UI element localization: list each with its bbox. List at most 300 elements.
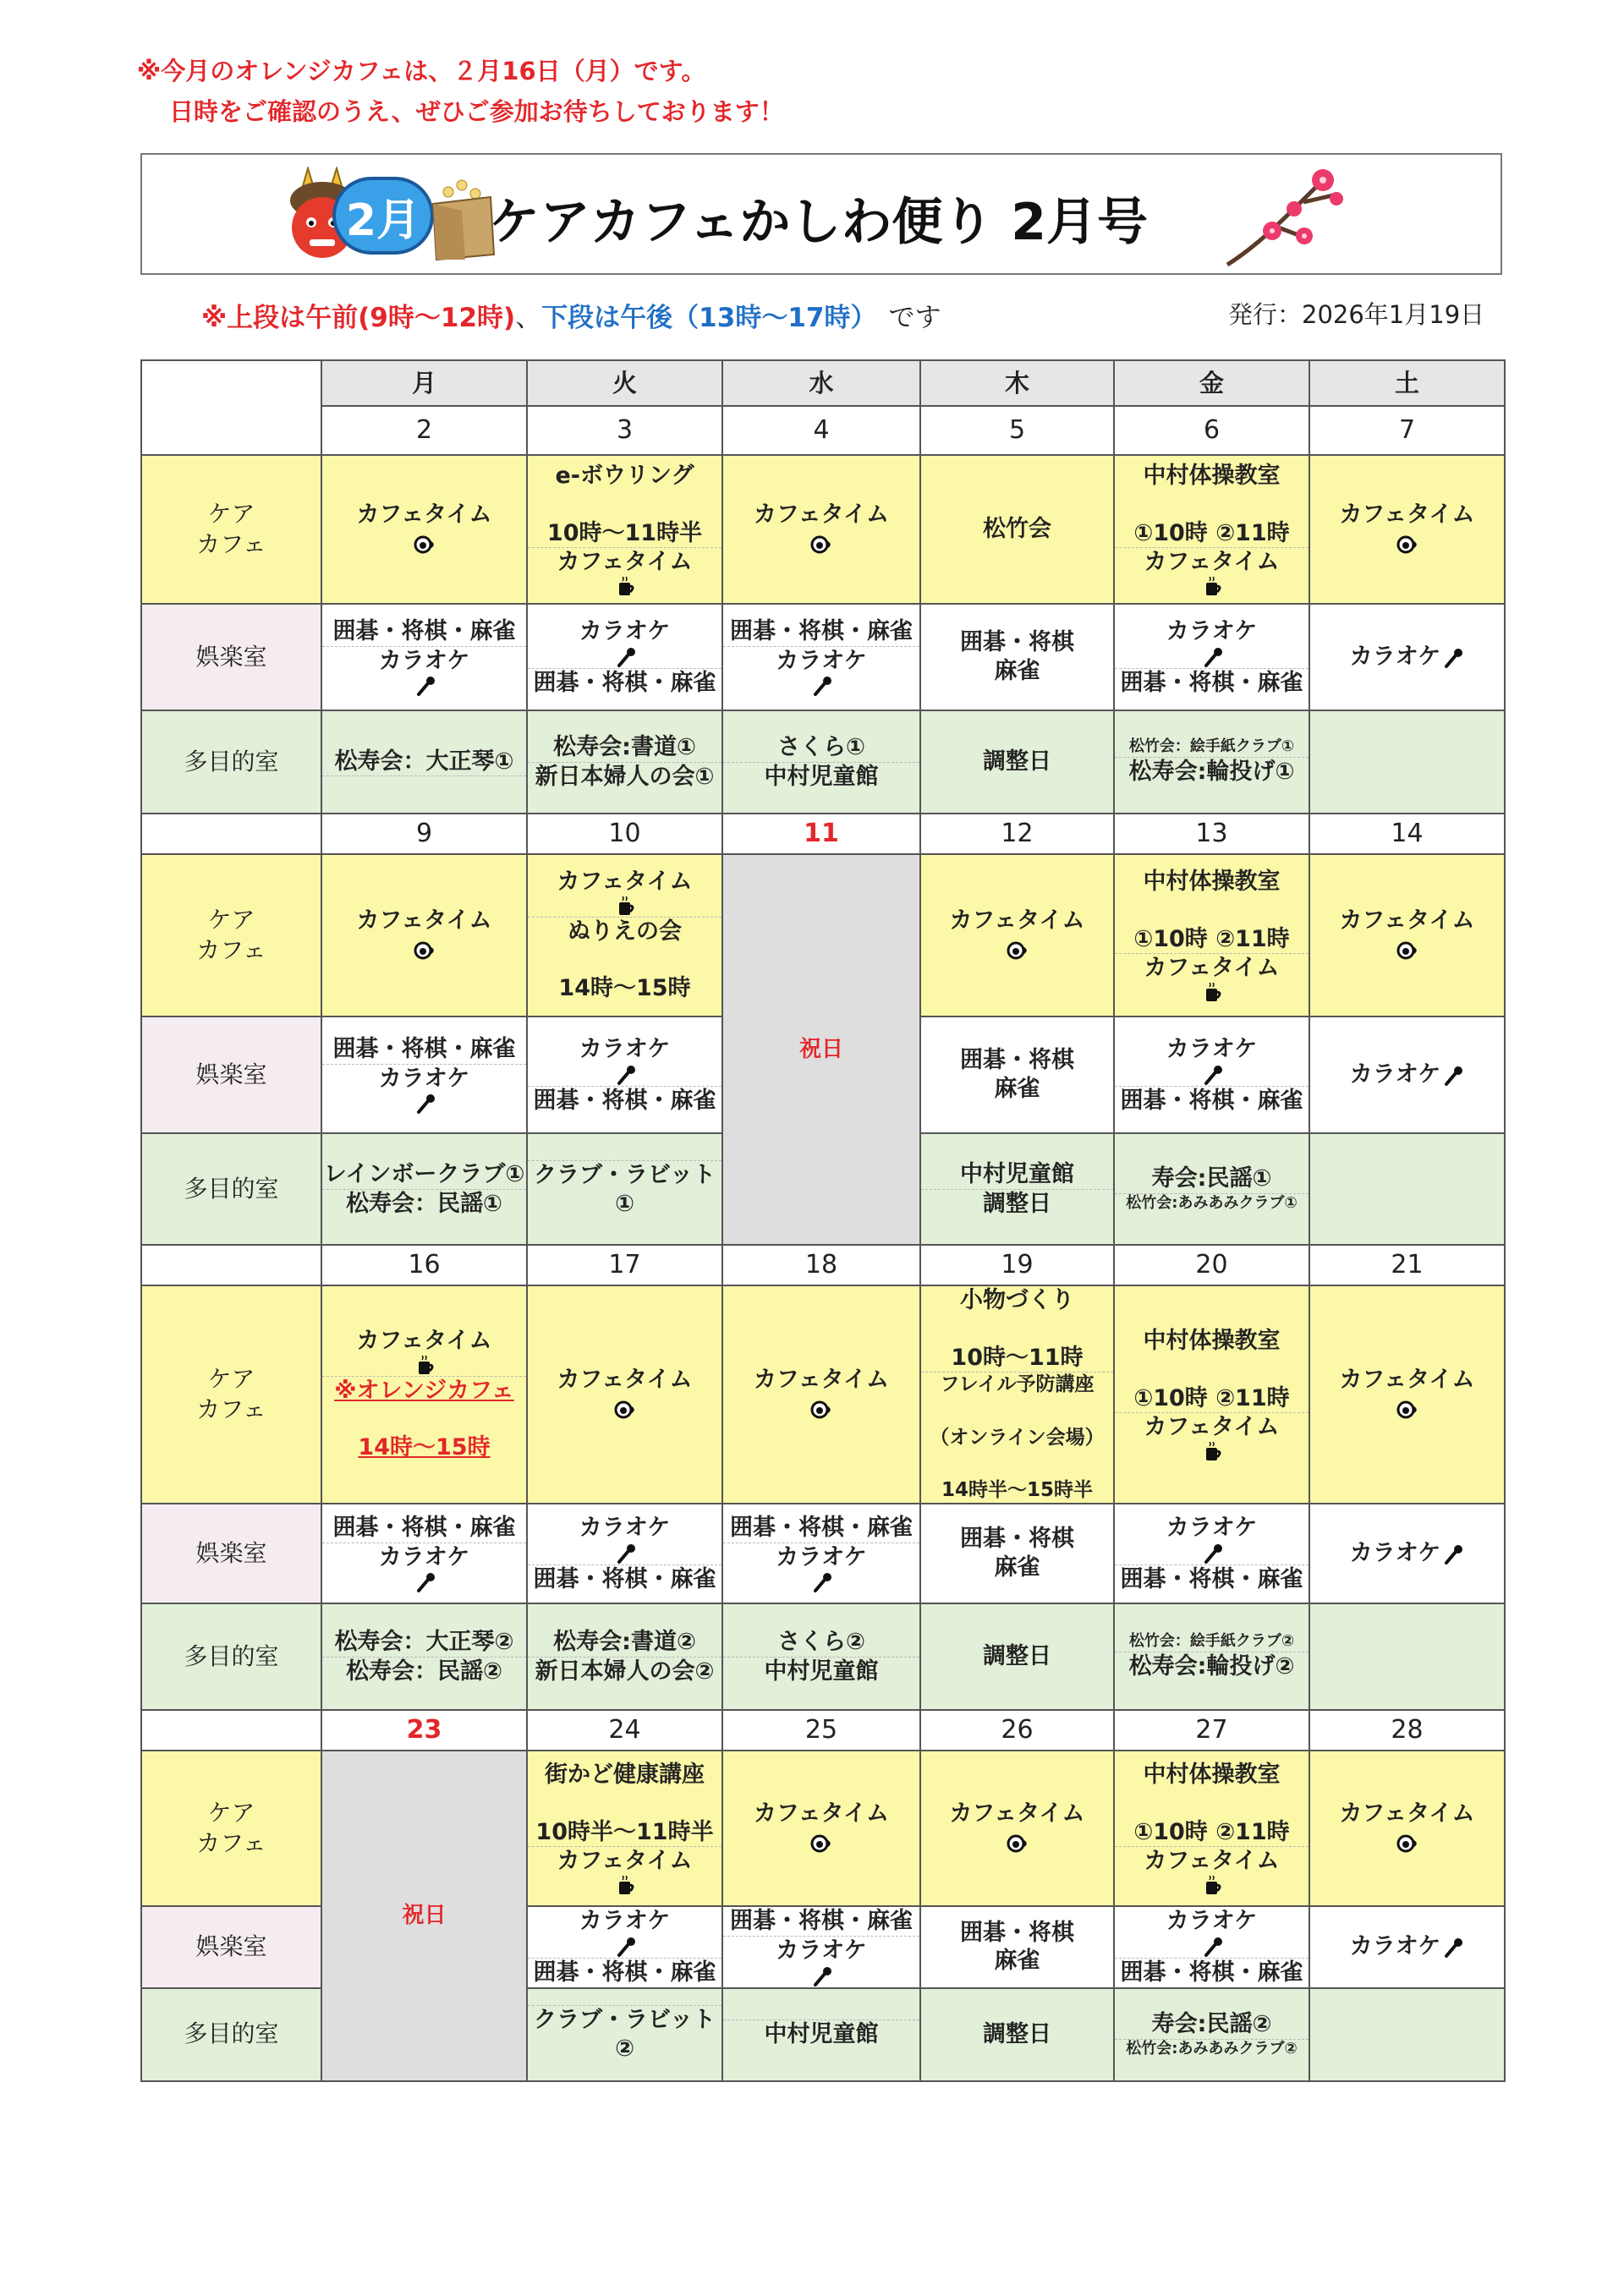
row-label-line: 多目的室 (184, 1174, 279, 1203)
row-label-line: ケア (207, 1798, 255, 1827)
coffee-mug-icon (617, 896, 637, 917)
goraku-cell (1309, 1906, 1505, 1988)
cell-split (322, 617, 526, 698)
date-number: 19 (1001, 1250, 1034, 1280)
care-cafe-row (141, 854, 1505, 1016)
coffee-cup-icon (414, 535, 436, 554)
date-number: 21 (1391, 1250, 1424, 1280)
microphone-icon (1444, 1065, 1464, 1087)
row-label-goraku (141, 604, 321, 710)
coffee-mug-icon (1204, 577, 1224, 597)
event-title: 松寿会：大正琴② (334, 1628, 514, 1655)
care-cafe-cell (527, 854, 722, 1016)
cell-split (723, 733, 919, 792)
cell-split (528, 1628, 721, 1686)
microphone-icon (617, 1064, 637, 1086)
microphone-icon (617, 1543, 637, 1564)
cell-am (528, 1907, 721, 1958)
cell-pm (723, 1657, 919, 1686)
multipurpose-cell (722, 1988, 920, 2081)
cell-pm (528, 668, 721, 698)
cell-am (322, 748, 526, 776)
goraku-cell (1114, 1016, 1309, 1133)
cell-pm (723, 2019, 919, 2049)
cell-split (322, 1628, 526, 1686)
weekday-label: 火 (612, 368, 637, 397)
date-number: 25 (804, 1715, 838, 1745)
row-label-line: カフェ (196, 936, 266, 964)
cell-pm (1115, 1193, 1309, 1214)
date-row-blank (141, 1245, 321, 1285)
coffee-cup-icon (1396, 1834, 1418, 1853)
cell-split (921, 1286, 1113, 1503)
date-number: 12 (1001, 819, 1034, 849)
cell-am (528, 1514, 721, 1564)
event-title: カフェタイム (1144, 955, 1280, 982)
care-cafe-cell (722, 455, 920, 604)
cell-split (1115, 1761, 1309, 1896)
cell-split (723, 1514, 919, 1594)
microphone-icon (813, 1571, 833, 1593)
cell-split (1115, 1907, 1309, 1987)
event-title: 松寿会：民謡① (346, 1190, 502, 1217)
event-title: 囲碁・将棋・麻雀 (730, 617, 913, 644)
microphone-icon (1444, 1543, 1464, 1565)
multipurpose-cell (1114, 1603, 1309, 1710)
cell-pm (1115, 547, 1309, 597)
row-label-multipurpose (141, 710, 321, 814)
row-label-line: カフェ (196, 1395, 266, 1423)
event-title: カフェタイム (557, 549, 693, 576)
event-title: カラオケ (1349, 1061, 1441, 1088)
row-label-line: 娯楽室 (195, 642, 267, 671)
care-cafe-cell (920, 854, 1114, 1016)
cell-am (921, 1286, 1113, 1372)
row-label-line: 娯楽室 (195, 1060, 267, 1088)
cell-pm (528, 762, 721, 792)
event-title: さくら① (777, 733, 865, 760)
row-label-line: カフェ (196, 1829, 266, 1857)
event-title: カラオケ (579, 617, 671, 644)
care-cafe-cell (321, 455, 527, 604)
notice-line-2: 日時をご確認のうえ、ぜひご参加お待ちしております！ (169, 97, 784, 126)
event-title: 松寿会:輪投げ② (1128, 1652, 1295, 1680)
cell-pm (1115, 1086, 1309, 1115)
cell-pm (322, 1189, 526, 1219)
microphone-icon (1204, 1543, 1224, 1564)
cell-pm (528, 547, 721, 597)
date-number: 23 (406, 1715, 442, 1745)
multipurpose-row (141, 1603, 1505, 1710)
cell-split (528, 733, 721, 792)
event-title: 囲碁・将棋・麻雀 (1120, 669, 1303, 696)
weekday-header (920, 360, 1114, 406)
row-label-line: ケア (207, 1364, 255, 1393)
title-banner (140, 153, 1502, 275)
event-title: カフェタイム (557, 1848, 693, 1875)
cell-pm (322, 1543, 526, 1594)
event-title: 中村児童館 (960, 1160, 1074, 1187)
cell-split (723, 1907, 919, 1987)
event-title: クラブ・ラビット② (534, 2007, 716, 2062)
event-title: 松竹会：絵手紙クラブ① (1128, 737, 1295, 756)
event-title: 中村児童館 (764, 1658, 879, 1685)
cell-pm (921, 1189, 1113, 1219)
bean-box-icon (428, 172, 496, 263)
event-title: フレイル予防講座 (940, 1373, 1095, 1396)
goraku-cell (1309, 1504, 1505, 1603)
event-title: カフェタイム (1339, 1367, 1475, 1394)
care-cafe-cell (920, 1285, 1114, 1504)
microphone-icon (1204, 646, 1224, 668)
date-number: 27 (1195, 1715, 1228, 1745)
multipurpose-cell (1309, 1603, 1505, 1710)
cell-pm (528, 917, 721, 1003)
event-title: 小物づくり (960, 1287, 1074, 1313)
month-badge-label: 2月 (345, 195, 421, 246)
weekday-label: 水 (809, 368, 834, 397)
date-number: 9 (415, 819, 433, 849)
care-cafe-cell (527, 1285, 722, 1504)
event-title: さくら② (777, 1628, 865, 1655)
cell-pm (723, 1543, 919, 1594)
cell-am (1115, 1164, 1309, 1193)
date-cell (527, 1710, 722, 1751)
cell-am (723, 1907, 919, 1936)
event-title: 松寿会：大正琴① (334, 748, 514, 775)
weekday-label: 木 (1004, 368, 1029, 397)
date-row (141, 406, 1505, 455)
date-cell (920, 406, 1114, 455)
multipurpose-cell (527, 1603, 722, 1710)
event-title: 中村体操教室 (1143, 869, 1281, 895)
cell-am (1115, 737, 1309, 757)
event-time: ①10時 ②11時 (1133, 925, 1290, 952)
event-title: カフェタイム (1339, 501, 1475, 529)
row-label-line: カフェ (196, 530, 266, 558)
cell-split (1115, 737, 1309, 786)
goraku-cell (1114, 604, 1309, 710)
weekday-header (527, 360, 722, 406)
event-title: 調整日 (983, 748, 1051, 775)
date-number: 14 (1391, 819, 1424, 849)
row-label-line: 多目的室 (184, 2019, 279, 2048)
corner-cell (141, 360, 321, 455)
event-title: 中村体操教室 (1143, 1762, 1281, 1788)
row-label-line: ケア (207, 499, 255, 528)
event-title: 寿会:民謡② (1151, 2010, 1272, 2037)
cell-am (921, 1160, 1113, 1189)
date-number: 4 (813, 415, 830, 446)
cell-split (528, 1907, 721, 1987)
date-cell (1114, 406, 1309, 455)
multipurpose-cell (1309, 1133, 1505, 1245)
event-title: 囲碁・将棋・麻雀 (730, 1908, 913, 1934)
care-cafe-cell (321, 1285, 527, 1504)
goraku-cell (722, 604, 920, 710)
multipurpose-cell (722, 1603, 920, 1710)
holiday-label: 祝日 (798, 1036, 843, 1062)
date-row (141, 1245, 1505, 1285)
microphone-icon (813, 1965, 833, 1987)
date-cell (1114, 1710, 1309, 1751)
weekday-header (1309, 360, 1505, 406)
date-cell (1309, 1245, 1505, 1285)
cell-split (528, 617, 721, 698)
cell-pm (1115, 2039, 1309, 2059)
event-time: ①10時 ②11時 (1133, 1818, 1290, 1845)
cell-pm (528, 1846, 721, 1896)
multipurpose-cell (1309, 710, 1505, 814)
event-title: 松寿会:書道① (553, 733, 696, 760)
weekday-header (722, 360, 920, 406)
event-title: 囲碁・将棋・麻雀 (533, 1959, 716, 1986)
cell-pm (1115, 668, 1309, 698)
event-title: カフェタイム (557, 869, 693, 895)
row-label-line: 多目的室 (184, 747, 279, 775)
event-title: 囲碁・将棋・麻雀 (1120, 1959, 1303, 1986)
cell-am (528, 1035, 721, 1086)
coffee-cup-icon (1007, 941, 1029, 960)
goraku-cell (1309, 1016, 1505, 1133)
event-title: カフェタイム (949, 907, 1085, 934)
event-time: 10時～11時 (951, 1344, 1084, 1371)
date-row (141, 1710, 1505, 1751)
cell-split (528, 1514, 721, 1594)
event-title: カフェタイム (356, 907, 492, 934)
cell-am (1115, 1514, 1309, 1564)
event-title: 麻雀 (994, 1076, 1040, 1102)
care-cafe-cell (321, 854, 527, 1016)
coffee-cup-icon (1396, 535, 1418, 554)
holiday-cell (722, 854, 920, 1245)
weekday-header-row (141, 360, 1505, 406)
cell-am (528, 1761, 721, 1846)
event-title: カフェタイム (949, 1800, 1085, 1827)
cell-am (322, 1160, 526, 1189)
goraku-cell (321, 1504, 527, 1603)
coffee-mug-icon (617, 1876, 637, 1896)
event-title: ※オレンジカフェ (334, 1377, 514, 1404)
cell-split (322, 748, 526, 777)
cell-pm (1115, 953, 1309, 1003)
cell-split (1115, 1164, 1309, 1213)
care-cafe-cell (1114, 1285, 1309, 1504)
coffee-mug-icon (1204, 1876, 1224, 1896)
care-cafe-cell (920, 1751, 1114, 1906)
cell-split (528, 462, 721, 597)
event-title: 囲碁・将棋・麻雀 (1120, 1087, 1303, 1114)
row-label-multipurpose (141, 1603, 321, 1710)
cell-pm (528, 1086, 721, 1115)
event-title: 調整日 (983, 2020, 1051, 2047)
weekday-label: 土 (1394, 368, 1419, 397)
coffee-cup-icon (810, 1400, 832, 1419)
cell-split (723, 1628, 919, 1686)
event-title: 囲碁・将棋・麻雀 (332, 617, 516, 644)
cell-am (723, 1514, 919, 1543)
date-number: 2 (415, 415, 433, 446)
event-title: カラオケ (579, 1908, 671, 1934)
multipurpose-row (141, 710, 1505, 814)
multipurpose-cell (920, 710, 1114, 814)
goraku-cell (920, 604, 1114, 710)
event-title: 松竹会:あみあみクラブ① (1126, 1194, 1298, 1213)
multipurpose-cell (321, 1133, 527, 1245)
goraku-cell (920, 1504, 1114, 1603)
care-cafe-cell (722, 1751, 920, 1906)
cell-split (528, 2005, 721, 2063)
date-number: 10 (608, 819, 641, 849)
date-number: 20 (1195, 1250, 1228, 1280)
cell-split (322, 1035, 526, 1115)
time-legend-pm: 下段は午後（13時～17時） (541, 303, 877, 333)
microphone-icon (416, 1093, 436, 1115)
cell-am (1115, 617, 1309, 668)
cell-pm (322, 775, 526, 776)
cell-am (1115, 1907, 1309, 1958)
event-note: （オンライン会場） (930, 1426, 1105, 1449)
row-label-goraku (141, 1016, 321, 1133)
cell-split (1115, 2010, 1309, 2058)
date-cell (920, 814, 1114, 854)
event-title: カフェタイム (1144, 1414, 1280, 1441)
multipurpose-cell (1309, 1988, 1505, 2081)
care-cafe-cell (1309, 1285, 1505, 1504)
cell-pm (1115, 1846, 1309, 1896)
goraku-cell (1309, 604, 1505, 710)
date-cell (920, 1245, 1114, 1285)
cell-split (1115, 1327, 1309, 1462)
weekday-label: 月 (411, 368, 436, 397)
event-title: 松寿会:書道② (553, 1628, 696, 1655)
cell-split (1115, 462, 1309, 597)
event-time: 14時～15時 (358, 1434, 491, 1461)
event-title: カラオケ (1349, 1933, 1441, 1960)
care-cafe-cell (1309, 1751, 1505, 1906)
event-title: カフェタイム (753, 1800, 890, 1827)
cell-am (322, 1035, 526, 1064)
cell-pm (723, 762, 919, 792)
care-cafe-cell (527, 455, 722, 604)
date-cell (722, 1710, 920, 1751)
date-number: 3 (616, 415, 634, 446)
coffee-cup-icon (614, 1400, 636, 1419)
goraku-cell (321, 1016, 527, 1133)
event-title: カラオケ (1166, 1514, 1258, 1541)
coffee-mug-icon (1204, 983, 1224, 1003)
care-cafe-row (141, 455, 1505, 604)
event-title: 中村体操教室 (1143, 1328, 1281, 1354)
time-legend (201, 296, 941, 334)
event-title: 麻雀 (994, 658, 1040, 684)
event-title: レインボークラブ① (323, 1160, 525, 1187)
row-label-multipurpose (141, 1988, 321, 2081)
cell-pm (1115, 757, 1309, 786)
row-label-line: 多目的室 (184, 1641, 279, 1670)
month-badge-icon (332, 177, 434, 255)
cell-am (528, 733, 721, 762)
goraku-cell (722, 1906, 920, 1988)
cell-split (921, 1160, 1113, 1219)
date-row-blank (141, 814, 321, 854)
care-cafe-row (141, 1751, 1505, 1906)
row-label-line: ケア (207, 905, 255, 934)
goraku-cell (527, 1504, 722, 1603)
goraku-row (141, 604, 1505, 710)
date-cell (527, 814, 722, 854)
event-time: 10時半～11時半 (535, 1818, 714, 1845)
event-title: 寿会:民謡① (1151, 1165, 1272, 1192)
cell-pm (528, 2005, 721, 2063)
weekday-header (1114, 360, 1309, 406)
cell-am (1115, 1035, 1309, 1086)
event-title: カラオケ (579, 1035, 671, 1062)
microphone-icon (1204, 1936, 1224, 1958)
microphone-icon (1444, 1937, 1464, 1959)
event-title: カラオケ (776, 1543, 867, 1570)
date-number: 26 (1001, 1715, 1034, 1745)
time-legend-sep: 、 (515, 303, 542, 333)
cell-split (1115, 1514, 1309, 1594)
care-cafe-row (141, 1285, 1505, 1504)
event-title: カフェタイム (1144, 549, 1280, 576)
cell-split (322, 1327, 526, 1462)
date-number: 11 (804, 819, 839, 849)
multipurpose-cell (722, 710, 920, 814)
microphone-icon (416, 675, 436, 697)
event-title: カフェタイム (753, 1367, 890, 1394)
event-title: カラオケ (1166, 617, 1258, 644)
cell-pm (723, 646, 919, 698)
event-title: 松竹会 (983, 516, 1051, 543)
cell-am (723, 733, 919, 762)
cell-split (528, 1160, 721, 1219)
date-number: 18 (804, 1250, 838, 1280)
event-title: 中村体操教室 (1143, 463, 1281, 489)
event-title: ぬりえの会 (568, 918, 682, 945)
time-legend-suffix: です (888, 303, 941, 333)
event-title: 調整日 (983, 1190, 1051, 1217)
event-time: 10時～11時半 (546, 519, 703, 546)
date-cell (920, 1710, 1114, 1751)
event-title: e-ボウリング (555, 463, 694, 489)
microphone-icon (813, 675, 833, 697)
event-title: 囲碁・将棋・麻雀 (1120, 1565, 1303, 1592)
date-number: 16 (408, 1250, 441, 1280)
cell-split (723, 617, 919, 698)
date-cell (527, 1245, 722, 1285)
date-number: 7 (1398, 415, 1416, 446)
coffee-cup-icon (810, 1834, 832, 1853)
date-number: 5 (1008, 415, 1026, 446)
event-title: カフェタイム (356, 501, 492, 529)
row-label-care-cafe (141, 455, 321, 604)
event-title: 囲碁・将棋 (960, 1919, 1074, 1946)
row-label-line: 娯楽室 (195, 1932, 267, 1961)
cell-pm (1115, 1958, 1309, 1987)
event-title: カラオケ (378, 1065, 470, 1092)
multipurpose-cell (1114, 1133, 1309, 1245)
microphone-icon (1444, 647, 1464, 669)
goraku-row (141, 1504, 1505, 1603)
issue-date: 発行：2026年1月19日 (1228, 300, 1485, 329)
cell-am (528, 617, 721, 668)
coffee-mug-icon (1204, 1442, 1224, 1462)
care-cafe-cell (1114, 854, 1309, 1016)
coffee-cup-icon (1396, 1400, 1418, 1419)
date-cell (722, 814, 920, 854)
